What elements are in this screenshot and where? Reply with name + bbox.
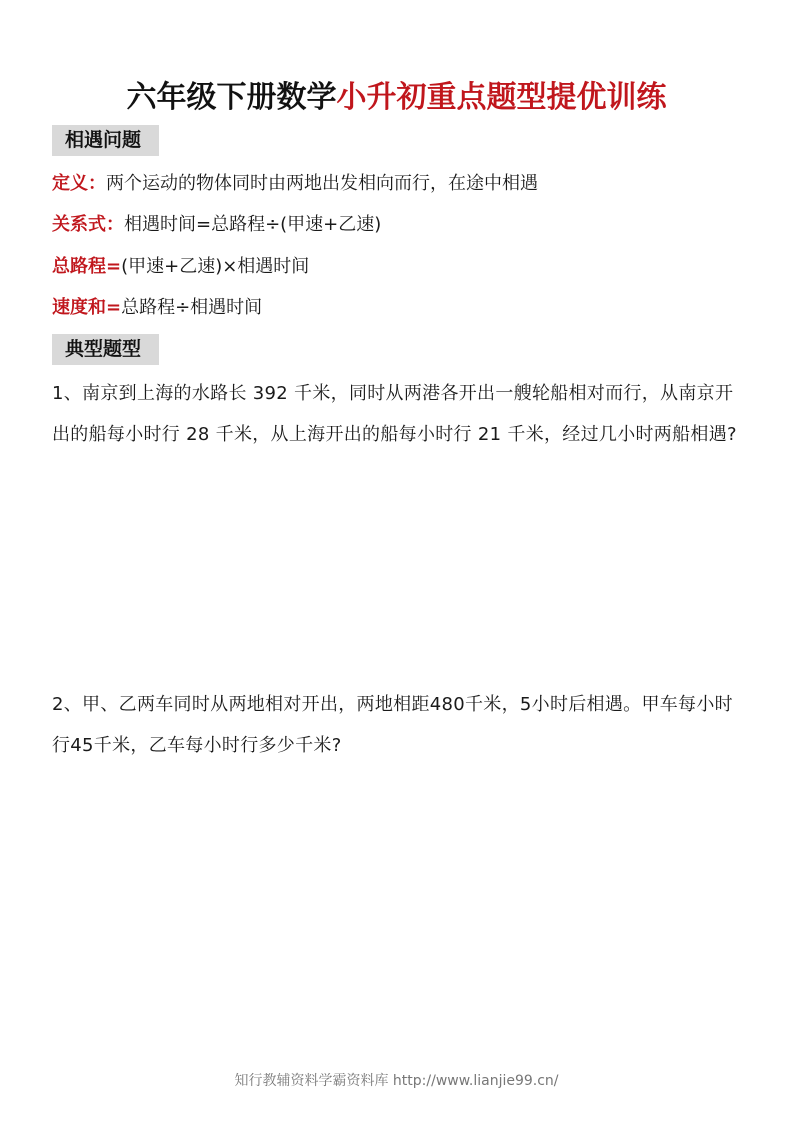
page-title: [0, 72, 793, 116]
definition-key: 定义：: [52, 173, 106, 194]
speed-sum-text: 总路程÷相遇时间: [121, 297, 263, 318]
section-label-meeting: 相遇问题: [52, 125, 159, 156]
section-label-typical: 典型题型: [52, 334, 159, 365]
formula-key: 关系式：: [52, 214, 124, 235]
problem-1: 1、南京到上海的水路长 392 千米，同时从两港各开出一艘轮船相对而行，从南京开出的船每小时行 28 千米，从上海开出的船每小时行 21 千米，经过几小时两船相遇?: [52, 383, 737, 445]
formula-text: 相遇时间=总路程÷(甲速+乙速): [124, 214, 382, 235]
formula-line: [52, 213, 381, 237]
total-distance-line: [52, 255, 309, 279]
definition-line: [52, 172, 538, 196]
speed-sum-line: [52, 296, 262, 320]
title-topic-part: 小升初重点题型提优训练: [336, 80, 667, 115]
problem-2: 2、甲、乙两车同时从两地相对开出，两地相距480千米，5小时后相遇。甲车每小时行45千米，乙车每小时行多少千米?: [52, 694, 733, 756]
total-distance-text: (甲速+乙速)×相遇时间: [121, 256, 310, 277]
definition-text: 两个运动的物体同时由两地出发相向而行，在途中相遇: [106, 173, 538, 194]
title-grade-part: 六年级下册数学: [126, 80, 337, 115]
speed-sum-key: 速度和=: [52, 297, 122, 318]
total-distance-key: 总路程=: [52, 256, 122, 277]
footer-watermark: 知行教辅资料学霸资料库 http://www.lianjie99.cn/: [234, 1073, 559, 1089]
